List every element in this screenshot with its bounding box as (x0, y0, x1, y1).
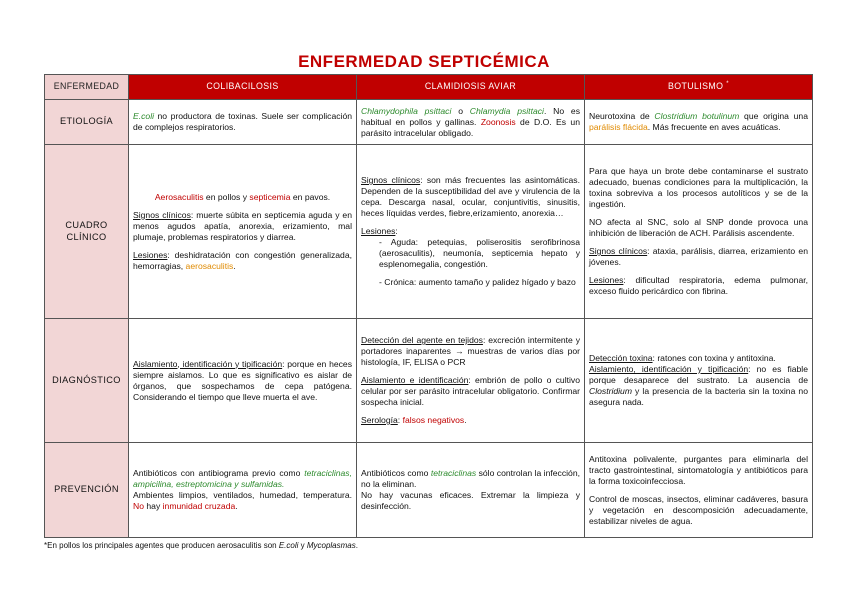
header-clamidiosis: CLAMIDIOSIS AVIAR (357, 75, 585, 100)
disease-table (44, 74, 813, 538)
diagnostico-clamidiosis: Detección del agente en tejidos: excreción intermitente y portadores inaparentes → muestras de varios días por histología, IF, ELISA o PCR Aislamiento e identificación: embrión de pollo o cultivo celular por ser parásito intracelular obligatorio. Confirmar sospecha inicial. Serología: falsos negativos. (357, 319, 585, 443)
header-enfermedad: ENFERMEDAD (45, 75, 129, 100)
etiologia-clamidiosis: Chlamydophila psittaci o Chlamydia psittaci. No es habitual en pollos y gallinas. Zoonosis de D.O. Es un parásito intracelular obligado. (357, 100, 585, 145)
cuadro-clamidiosis: Signos clínicos: son más frecuentes las asintomáticas. Dependen de la susceptibilidad del ave y virulencia de la cepa. Descarga nasal, ocular, conjuntivitis, sinusitis, heces líquidas verdes, fiebre,erizamiento, anorexia… Lesiones: - Aguda: petequias, poliserositis serofibrinosa (aerosaculitis), neumonía, septicemia hepato y esplenomegalia, congestión. - Crónica: aumento tamaño y palidez hígado y bazo (357, 145, 585, 319)
etiologia-botulismo: Neurotoxina de Clostridium botulinum que origina una parálisis flácida. Más frecuente en aves acuáticas. (585, 100, 813, 145)
row-etiologia (45, 100, 813, 145)
diagnostico-botulismo: Detección toxina: ratones con toxina y antitoxina. Aislamiento, identificación y tipificación: no es fiable porque desaparece del sustrato. La ausencia de Clostridium y la presencia de la bacteria sin la toxina no asegura nada. (585, 319, 813, 443)
etiologia-colibacilosis: E.coli no productora de toxinas. Suele ser complicación de complejos respiratorios. (129, 100, 357, 145)
diagnostico-colibacilosis: Aislamiento, identificación y tipificación: porque en heces siempre aislamos. Lo que es significativo es aislar de órganos, que sospechamos de cepa patógena. Considerando el tiempo que lleve muerta el ave. (129, 319, 357, 443)
footnote: *En pollos los principales agentes que producen aerosaculitis son E.coli y Mycoplasmas. (44, 541, 358, 550)
header-colibacilosis: COLIBACILOSIS (129, 75, 357, 100)
rowhead-etiologia: ETIOLOGÍA (45, 100, 129, 145)
row-prevencion (45, 443, 813, 538)
prevencion-botulismo: Antitoxina polivalente, purgantes para eliminarla del tracto gastrointestinal, sintomatología y antibióticos para la forma toxicoinfecciosa. Control de moscas, insectos, eliminar cadáveres, basura y vegetación en descomposición adecuadamente, estabilizar niveles de agua. (585, 443, 813, 538)
row-cuadro-clinico (45, 145, 813, 319)
header-botulismo: BOTULISMO * (585, 75, 813, 100)
rowhead-cuadro-clinico: CUADRO CLÍNICO (45, 145, 129, 319)
prevencion-clamidiosis: Antibióticos como tetraciclinas sólo controlan la infección, no la eliminan. No hay vacunas eficaces. Extremar la limpieza y desinfección. (357, 443, 585, 538)
rowhead-diagnostico: DIAGNÓSTICO (45, 319, 129, 443)
header-row (45, 75, 813, 100)
cuadro-colibacilosis: Aerosaculitis en pollos y septicemia en pavos. Signos clínicos: muerte súbita en septicemia aguda y en menos agudos apatía, anorexia, erizamiento, mal plumaje, problemas respiratorios y diarrea. Lesiones: deshidratación con congestión generalizada, hemorragias, aerosaculitis. (129, 145, 357, 319)
page-title: ENFERMEDAD SEPTICÉMICA (298, 52, 550, 71)
cuadro-botulismo: Para que haya un brote debe contaminarse el sustrato adecuado, buenas condiciones para la multiplicación, la toxina sobreviva a los procesos autolíticos y se de la ingestión. NO afecta al SNC, solo al SNP donde provoca una inhibición de liberación de ACH. Parálisis ascendente. Signos clínicos: ataxia, parálisis, diarrea, erizamiento en jóvenes. Lesiones: dificultad respiratoria, edema pulmonar, exceso fluido pericárdico con fibrina. (585, 145, 813, 319)
prevencion-colibacilosis: Antibióticos con antibiograma previo como tetraciclinas, ampicilina, estreptomicina y sulfamidas. Ambientes limpios, ventilados, humedad, temperatura. No hay inmunidad cruzada. (129, 443, 357, 538)
row-diagnostico (45, 319, 813, 443)
rowhead-prevencion: PREVENCIÓN (45, 443, 129, 538)
